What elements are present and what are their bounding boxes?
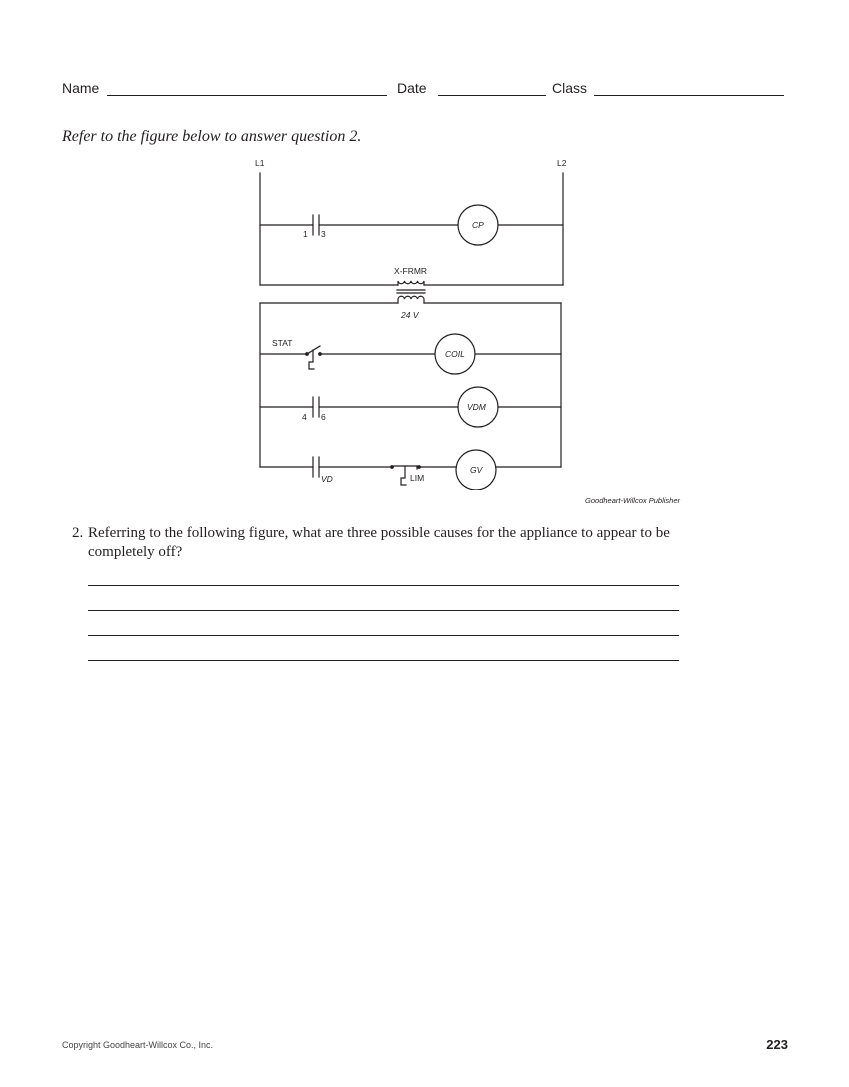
answer-line-3[interactable] xyxy=(88,635,679,636)
instruction: Refer to the figure below to answer question 2. xyxy=(62,128,362,145)
circuit-diagram xyxy=(250,150,580,490)
contact-6-label: 6 xyxy=(321,412,326,422)
coil-label: COIL xyxy=(445,349,465,359)
transformer-primary xyxy=(398,281,424,285)
answer-line-2[interactable] xyxy=(88,610,679,611)
contact-1-label: 1 xyxy=(303,229,308,239)
figure-credit: Goodheart-Willcox Publisher xyxy=(585,496,680,505)
class-field[interactable] xyxy=(594,95,784,96)
lim-label: LIM xyxy=(410,473,425,483)
l1-label: L1 xyxy=(255,158,265,168)
contact-4-label: 4 xyxy=(302,412,307,422)
transformer-secondary xyxy=(398,296,424,303)
name-field[interactable] xyxy=(107,95,387,96)
question-number: 2. xyxy=(72,525,84,541)
cp-label: CP xyxy=(472,220,484,230)
contact-3-label: 3 xyxy=(321,229,326,239)
class-label: Class xyxy=(552,80,588,96)
page-number: 223 xyxy=(766,1037,788,1052)
vd-label: VD xyxy=(321,474,333,484)
copyright: Copyright Goodheart-Willcox Co., Inc. xyxy=(62,1040,214,1050)
question-text: Referring to the following figure, what are three possible causes for the appliance to appear to be completely off? xyxy=(88,525,670,560)
transformer-label: X-FRMR xyxy=(394,266,428,276)
l2-label: L2 xyxy=(557,158,567,168)
question-2 xyxy=(72,524,672,562)
name-label: Name xyxy=(62,80,100,96)
answer-line-4[interactable] xyxy=(88,660,679,661)
gv-label: GV xyxy=(470,465,483,475)
stat-label: STAT xyxy=(272,338,293,348)
vdm-label: VDM xyxy=(467,402,486,412)
voltage-label: 24 V xyxy=(401,310,419,320)
answer-line-1[interactable] xyxy=(88,585,679,586)
date-field[interactable] xyxy=(438,95,546,96)
date-label: Date xyxy=(397,80,427,96)
